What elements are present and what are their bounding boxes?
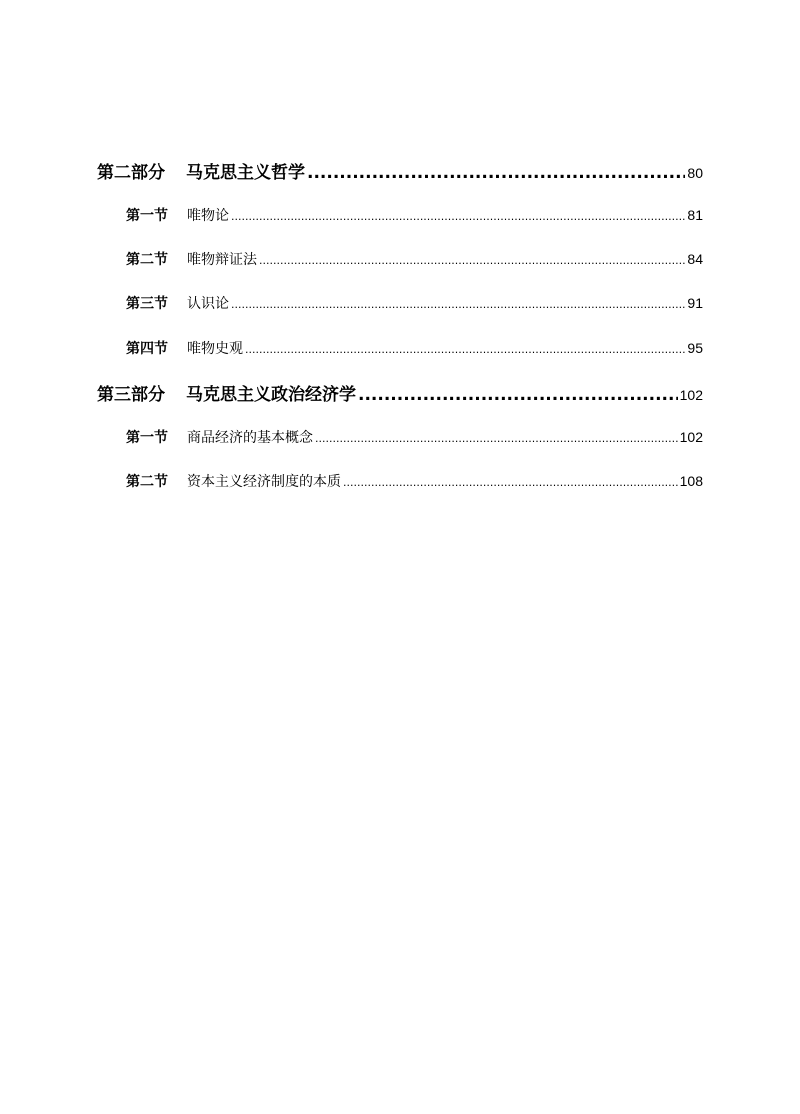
toc-part-entry[interactable] xyxy=(97,380,703,405)
page-number: 84 xyxy=(687,251,703,267)
part-number: 第三部分 xyxy=(97,385,165,405)
dot-leader xyxy=(358,385,678,405)
toc-section-entry[interactable] xyxy=(126,427,703,447)
section-number: 第三节 xyxy=(126,296,168,312)
page-number: 80 xyxy=(687,165,703,181)
page-number: 91 xyxy=(687,295,703,311)
dot-leader xyxy=(259,254,685,267)
dot-leader xyxy=(231,298,685,311)
section-number: 第二节 xyxy=(126,474,168,490)
page-number: 108 xyxy=(679,473,703,489)
section-title: 资本主义经济制度的本质 xyxy=(187,474,341,490)
page-number: 81 xyxy=(687,207,703,223)
part-title: 马克思主义政治经济学 xyxy=(186,385,356,405)
toc-part-entry[interactable] xyxy=(97,158,703,183)
section-title: 唯物辩证法 xyxy=(187,252,257,268)
section-number: 第四节 xyxy=(126,341,168,357)
dot-leader xyxy=(315,432,678,445)
toc-section-entry[interactable] xyxy=(126,471,703,491)
dot-leader xyxy=(307,163,685,183)
dot-leader xyxy=(231,210,685,223)
toc-section-entry[interactable] xyxy=(126,249,703,269)
toc-section-entry[interactable] xyxy=(126,338,703,358)
section-number: 第一节 xyxy=(126,430,168,446)
dot-leader xyxy=(343,476,678,489)
section-title: 商品经济的基本概念 xyxy=(187,430,313,446)
page-number: 102 xyxy=(679,387,703,403)
section-number: 第二节 xyxy=(126,252,168,268)
part-number: 第二部分 xyxy=(97,163,165,183)
part-title: 马克思主义哲学 xyxy=(186,163,305,183)
page-number: 95 xyxy=(687,340,703,356)
section-title: 唯物论 xyxy=(187,208,229,224)
section-title: 唯物史观 xyxy=(187,341,243,357)
toc-section-entry[interactable] xyxy=(126,293,703,313)
section-number: 第一节 xyxy=(126,208,168,224)
toc-section-entry[interactable] xyxy=(126,205,703,225)
dot-leader xyxy=(245,343,685,356)
section-title: 认识论 xyxy=(187,296,229,312)
page-number: 102 xyxy=(679,429,703,445)
